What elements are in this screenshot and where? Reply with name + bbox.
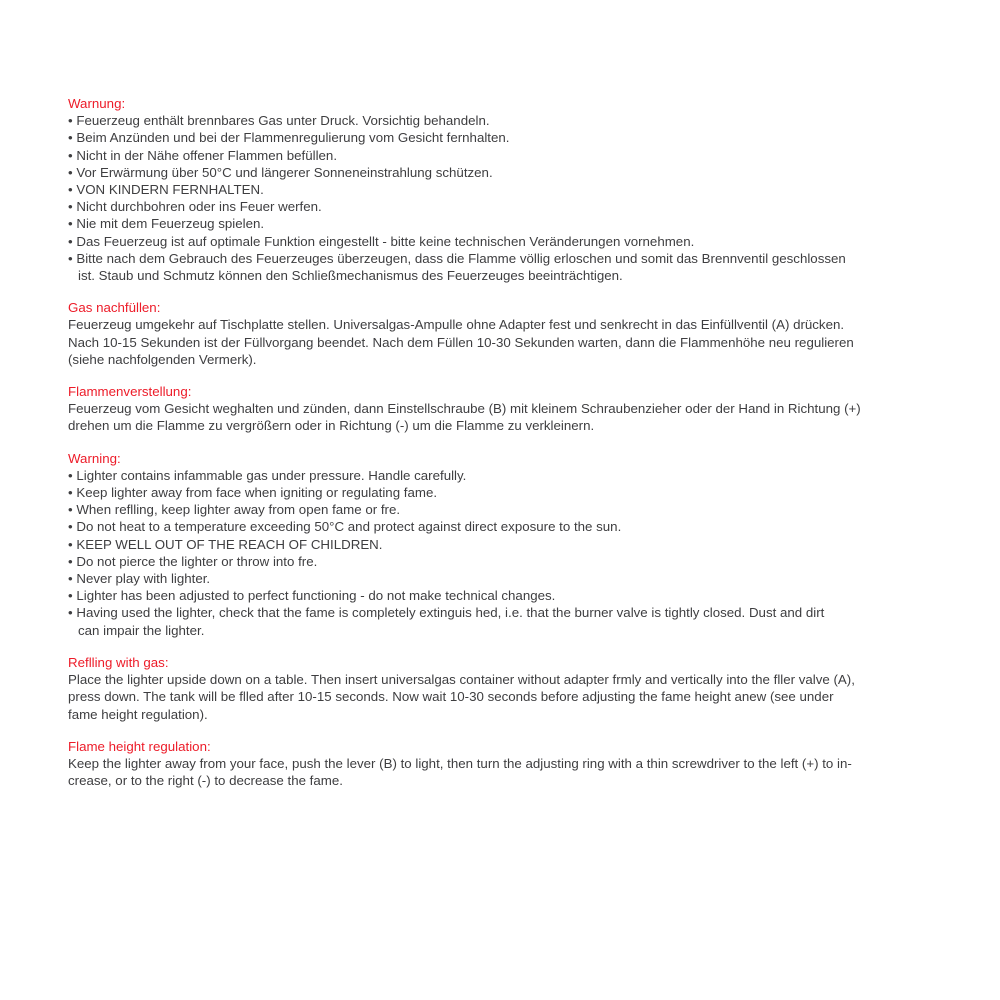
text-line: • Lighter has been adjusted to perfect functioning - do not make technical changes.	[68, 588, 556, 604]
text-line: Place the lighter upside down on a table. Then insert universalgas container without adapter frmly and vertically into the fller valve (A),	[68, 672, 855, 688]
instruction-section	[68, 299, 953, 368]
text-line: Feuerzeug vom Gesicht weghalten und zünden, dann Einstellschraube (B) mit kleinem Schraubenzieher oder der Hand in Richtung (+)	[68, 401, 861, 417]
text-line: Nach 10-15 Sekunden ist der Füllvorgang beendet. Nach dem Füllen 10-30 Sekunden warten, dann die Flammenhöhe neu regulieren	[68, 334, 854, 350]
text-line: • Nicht in der Nähe offener Flammen befüllen.	[68, 147, 338, 163]
instruction-section	[68, 654, 953, 723]
text-line: drehen um die Flamme zu vergrößern oder in Richtung (-) um die Flamme zu verkleinern.	[68, 418, 595, 434]
text-line: Feuerzeug umgekehr auf Tischplatte stellen. Universalgas-Ampulle ohne Adapter fest und senkrecht in das Einfüllventil (A) drücken.	[68, 317, 845, 333]
section-heading: Flame height regulation:	[68, 738, 211, 754]
text-line: crease, or to the right (-) to decrease the fame.	[68, 773, 343, 789]
instruction-section	[68, 450, 953, 639]
text-line: ist. Staub und Schmutz können den Schließmechanismus des Feuerzeuges beeinträchtigen.	[78, 268, 623, 284]
instruction-section	[68, 738, 953, 790]
text-line: • Nicht durchbohren oder ins Feuer werfen.	[68, 199, 322, 215]
text-line: • Nie mit dem Feuerzeug spielen.	[68, 216, 265, 232]
text-line: • Having used the lighter, check that the fame is completely extinguis hed, i.e. that the burner valve is tightly closed. Dust and dirt	[68, 605, 825, 621]
section-heading: Warnung:	[68, 96, 126, 111]
text-line: • Lighter contains infammable gas under pressure. Handle carefully.	[68, 467, 467, 483]
document-body	[68, 95, 953, 789]
text-line: • Das Feuerzeug ist auf optimale Funktion eingestellt - bitte keine technischen Veränderungen vornehmen.	[68, 233, 695, 249]
text-line: can impair the lighter.	[78, 622, 205, 638]
instruction-section	[68, 383, 953, 435]
text-line: • Do not pierce the lighter or throw into fre.	[68, 553, 318, 569]
text-line: • VON KINDERN FERNHALTEN.	[68, 182, 264, 198]
text-line: • Bitte nach dem Gebrauch des Feuerzeuges überzeugen, dass die Flamme völlig erloschen und somit das Brennventil geschlossen	[68, 250, 846, 266]
section-heading: Reflling with gas:	[68, 654, 169, 670]
section-heading: Warning:	[68, 450, 121, 466]
text-line: • KEEP WELL OUT OF THE REACH OF CHILDREN.	[68, 536, 383, 552]
text-line: • Vor Erwärmung über 50°C und längerer Sonneneinstrahlung schützen.	[68, 164, 493, 180]
section-heading: Flammenverstellung:	[68, 384, 192, 400]
text-line: • Feuerzeug enthält brennbares Gas unter Druck. Vorsichtig behandeln.	[68, 113, 490, 129]
text-line: • Do not heat to a temperature exceeding 50°C and protect against direct exposure to the sun.	[68, 519, 622, 535]
text-line: press down. The tank will be flled after 10-15 seconds. Now wait 10-30 seconds before adjusting the fame height anew (see under	[68, 689, 834, 705]
text-line: fame height regulation).	[68, 706, 208, 722]
instruction-section	[68, 95, 953, 284]
section-heading: Gas nachfüllen:	[68, 300, 161, 316]
text-line: • Beim Anzünden und bei der Flammenregulierung vom Gesicht fernhalten.	[68, 130, 510, 146]
text-line: • Never play with lighter.	[68, 571, 211, 587]
text-line: Keep the lighter away from your face, push the lever (B) to light, then turn the adjusting ring with a thin screwdriver to the left (+) to in-	[68, 755, 852, 771]
text-line: • Keep lighter away from face when igniting or regulating fame.	[68, 485, 438, 501]
text-line: • When reflling, keep lighter away from open fame or fre.	[68, 502, 401, 518]
text-line: (siehe nachfolgenden Vermerk).	[68, 351, 257, 367]
